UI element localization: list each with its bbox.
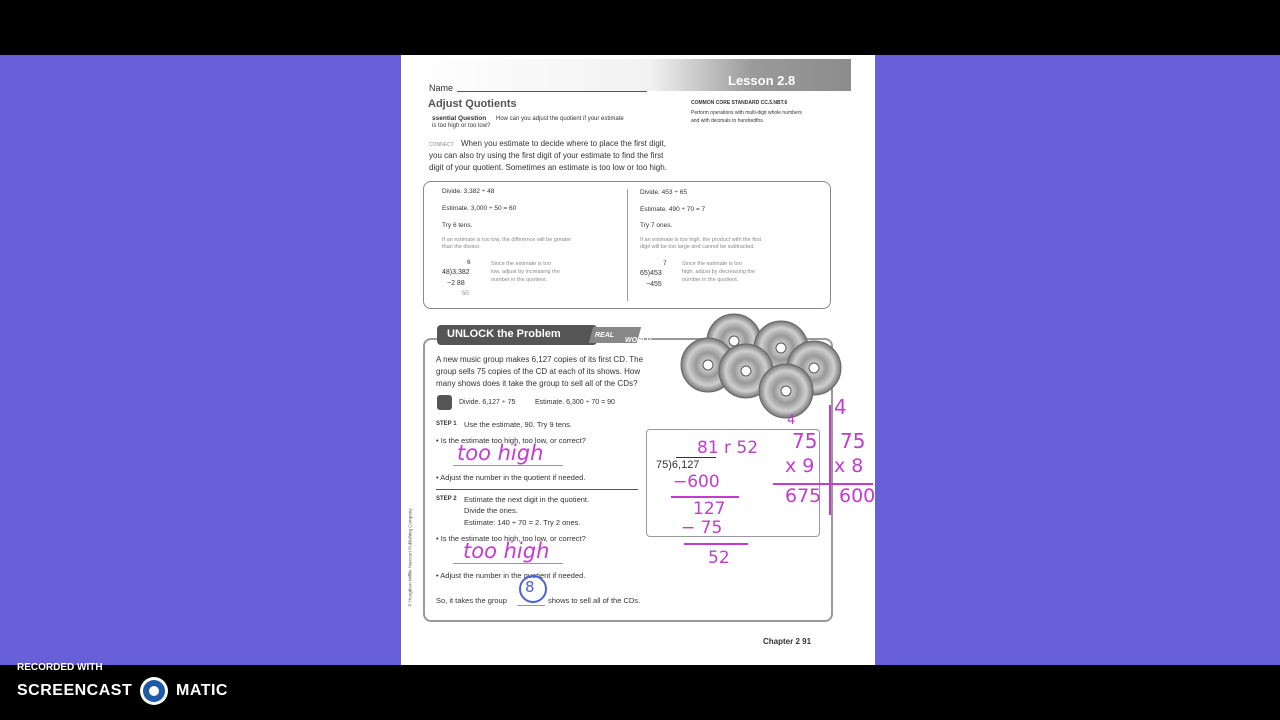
step1-question: • Is the estimate too high, too low, or correct?	[436, 436, 586, 445]
right-quotient: 7	[663, 260, 667, 267]
left-difference: 50	[462, 291, 469, 297]
left-side-note: number in the quotient.	[491, 277, 548, 283]
connect-text: digit of your quotient. Sometimes an estimate is too low or too high.	[429, 163, 667, 172]
handwritten-multiplier: x 8	[834, 455, 864, 477]
brand-left: SCREENCAST	[17, 682, 133, 699]
conclusion-text: So, it takes the group	[436, 596, 507, 605]
key-icon	[437, 395, 452, 410]
step2-question: • Is the estimate too high, too low, or correct?	[436, 534, 586, 543]
right-side-note: number in the quotient.	[682, 277, 739, 283]
left-dividend: 48)3,382	[442, 269, 470, 276]
answer-line	[453, 465, 563, 466]
handwritten-step: 52	[708, 548, 730, 568]
essential-question-text: How can you adjust the quotient if your estimate	[496, 116, 624, 122]
handwritten-product: 600	[839, 485, 875, 507]
problem-text: group sells 75 copies of the CD at each of its shows. How	[436, 367, 641, 376]
right-try: Try 7 ones.	[640, 222, 673, 229]
handwritten-step: 127	[693, 499, 726, 519]
handwritten-carry: 4	[834, 395, 847, 419]
handwritten-divider	[829, 405, 831, 515]
left-subtract: −2 88	[447, 280, 465, 287]
step2-text: Estimate: 140 ÷ 70 = 2. Try 2 ones.	[464, 518, 581, 527]
left-quotient: 6	[467, 259, 471, 266]
page-footer: Chapter 2 91	[763, 637, 812, 646]
left-side-note: Since the estimate is too	[491, 261, 551, 267]
handwritten-carry: 4	[787, 413, 796, 428]
handwritten-multiplier: x 9	[785, 455, 815, 477]
left-note: than the divisor.	[442, 244, 481, 250]
handwritten-quotient: 81 r 52	[697, 438, 759, 458]
examples-divider	[627, 189, 628, 301]
standard-heading: COMMON CORE STANDARD CC.5.NBT.6	[691, 100, 788, 106]
answer-blank	[517, 605, 545, 606]
step2-text: Divide the ones.	[464, 506, 518, 515]
circled-answer-digit: 8	[525, 578, 535, 596]
step2-adjust: • Adjust the number in the quotient if needed.	[436, 571, 586, 580]
worksheet-page	[401, 55, 875, 665]
real-label: REAL	[595, 332, 615, 339]
right-side-note: Since the estimate is too	[682, 261, 742, 267]
cd-stack-illustration	[676, 313, 846, 423]
printed-division: 75)6,127	[656, 459, 700, 471]
answer-line	[453, 563, 563, 564]
handwritten-answer: too high	[463, 539, 550, 563]
connect-text: When you estimate to decide where to place the first digit,	[461, 139, 666, 148]
handwritten-multiplicand: 75	[792, 429, 818, 453]
step1-label: STEP 1	[436, 421, 457, 427]
left-note: If an estimate is too low, the difference will be greater	[442, 237, 572, 243]
record-logo-icon	[140, 677, 168, 705]
copyright-vertical: © Houghton Mifflin Harcourt Publishing Company	[407, 508, 413, 607]
unlock-estimate: Estimate. 6,300 ÷ 70 = 90	[535, 399, 615, 406]
right-subtract: −455	[646, 281, 662, 288]
right-note: digit will be too large and cannot be subtracted.	[640, 244, 755, 250]
recorded-with-label: RECORDED WITH	[17, 662, 103, 673]
conclusion-text: shows to sell all of the CDs.	[548, 596, 641, 605]
standard-text: and with decimals to hundredths.	[691, 118, 765, 124]
step2-label: STEP 2	[436, 496, 457, 502]
handwritten-product: 675	[785, 485, 822, 507]
right-side-note: high, adjust by decreasing the	[682, 269, 756, 275]
name-line	[457, 91, 647, 92]
cd-disc	[759, 364, 813, 418]
step1-text: Use the estimate, 90. Try 9 tens.	[464, 420, 572, 429]
name-label: Name	[429, 83, 454, 93]
left-estimate: Estimate. 3,000 ÷ 50 = 60	[442, 205, 517, 212]
left-divide: Divide. 3,382 ÷ 48	[442, 188, 495, 195]
lesson-number: Lesson 2.8	[728, 73, 796, 88]
problem-text: many shows does it take the group to sell all of the CDs?	[436, 379, 638, 388]
step1-adjust: • Adjust the number in the quotient if needed.	[436, 473, 586, 482]
essential-question-text: is too high or too low?	[432, 123, 491, 129]
handwritten-step: − 75	[681, 518, 723, 538]
left-side-note: low, adjust by increasing the	[491, 269, 560, 275]
unlock-divide: Divide. 6,127 ÷ 75	[459, 399, 516, 406]
left-try: Try 6 tens.	[442, 222, 473, 229]
brand-right: MATIC	[176, 682, 228, 699]
unlock-title: UNLOCK the Problem	[447, 328, 561, 340]
connect-text: you can also try using the first digit of your estimate to find the first	[429, 151, 664, 160]
handwritten-rule	[671, 496, 739, 498]
right-estimate: Estimate. 490 ÷ 70 = 7	[640, 206, 706, 213]
handwritten-step: −600	[673, 472, 720, 492]
step2-text: Estimate the next digit in the quotient.	[464, 495, 590, 504]
connect-label: CONNECT	[429, 142, 454, 148]
handwritten-multiplicand: 75	[840, 429, 866, 453]
step-divider	[436, 489, 638, 490]
standard-text: Perform operations with multi-digit whole numbers	[691, 110, 802, 116]
right-divide: Divide. 453 ÷ 65	[640, 189, 687, 196]
right-dividend: 65)453	[640, 270, 662, 277]
lesson-title: Adjust Quotients	[428, 98, 517, 110]
handwritten-rule	[684, 543, 748, 545]
world-label: WORLD	[625, 337, 652, 344]
handwritten-answer: too high	[457, 441, 544, 465]
problem-text: A new music group makes 6,127 copies of its first CD. The	[436, 355, 644, 364]
essential-question-label: ssential Question	[432, 115, 487, 122]
right-note: If an estimate is too high, the product with the first	[640, 237, 762, 243]
